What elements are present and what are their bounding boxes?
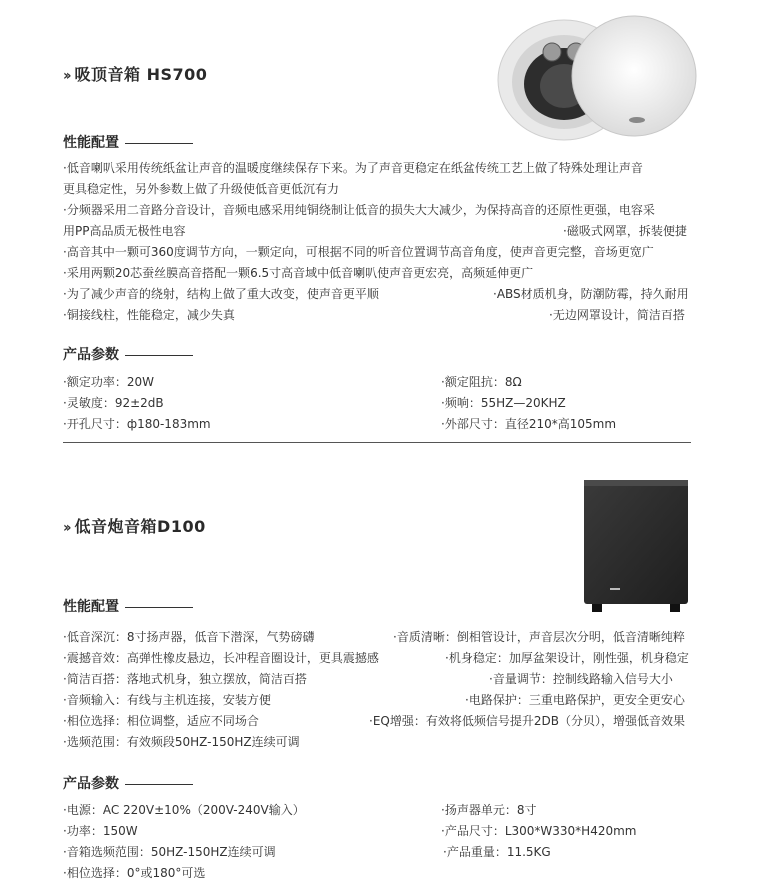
- feature-left: ·音频输入：有线与主机连接，安装方便: [63, 693, 271, 707]
- product2-params-heading: [63, 773, 193, 793]
- feature-line: ·高音其中一颗可360度调节方向，一颗定向，可根据不同的听音位置调节高音角度，使声音更完整，音场更宽广: [63, 245, 654, 259]
- param-row: [63, 372, 693, 393]
- param-left: ·电源：AC 220V±10%（200V-240V输入）: [63, 803, 305, 817]
- feature-line-text: 用PP高品质无极性电容: [63, 224, 186, 238]
- feature-pair-row: [63, 284, 689, 305]
- feature-left: ·低音深沉：8寸扬声器，低音下潜深，气势磅礴: [63, 630, 315, 644]
- product2-title: [63, 514, 206, 537]
- heading-rule: [125, 784, 193, 785]
- product2-title-text: 低音炮音箱D100: [74, 517, 206, 536]
- features-heading-text: 性能配置: [63, 135, 119, 151]
- section-divider: [63, 442, 691, 443]
- product1-features: [63, 158, 689, 326]
- feature-left: ·相位选择：相位调整，适应不同场合: [63, 714, 259, 728]
- param-right: ·额定阻抗：8Ω: [441, 375, 522, 389]
- feature-magnetic: ·磁吸式网罩，拆装便捷: [563, 224, 687, 238]
- param-left: ·开孔尺寸：ф180-183mm: [63, 417, 211, 431]
- product2-params: [63, 800, 693, 884]
- feature-line: ·采用两颗20芯蚕丝膜高音搭配一颗6.5寸高音域中低音喇叭使声音更宏亮，高频延伸更广: [63, 266, 534, 280]
- product1-features-heading: [63, 132, 193, 152]
- param-right: ·扬声器单元：8寸: [441, 803, 537, 817]
- product2-features: [63, 627, 689, 753]
- product1-params: [63, 372, 693, 435]
- chevron-right-icon: ››: [63, 520, 69, 536]
- feature-pair-row: [63, 669, 673, 690]
- params-heading-text: 产品参数: [63, 347, 119, 363]
- feature-right: ·无边网罩设计，简洁百搭: [549, 308, 685, 322]
- product1-title-text: 吸顶音箱 HS700: [74, 65, 208, 84]
- feature-pair-row: [63, 305, 685, 326]
- chevron-right-icon: ››: [63, 68, 69, 84]
- feature-pair-row: [63, 711, 685, 732]
- param-row: [63, 842, 693, 863]
- param-left: ·相位选择：0°或180°可选: [63, 866, 206, 880]
- feature-right: ·ABS材质机身，防潮防霉，持久耐用: [493, 287, 689, 301]
- feature-line: ·分频器采用二音路分音设计，音频电感采用纯铜绕制让低音的损失大大减少，为保持高音的还原性更强，电容采: [63, 203, 655, 217]
- feature-line: ·低音喇叭采用传统纸盆让声音的温暖度继续保存下来。为了声音更稳定在纸盆传统工艺上做了特殊处理让声音: [63, 161, 643, 175]
- param-row: [63, 414, 693, 435]
- heading-rule: [125, 355, 193, 356]
- feature-left: ·选频范围：有效频段50HZ-150HZ连续可调: [63, 735, 300, 749]
- param-row: [63, 393, 693, 414]
- ceiling-speaker-image: [494, 12, 700, 144]
- feature-left: ·简洁百搭：落地式机身，独立摆放，简洁百搭: [63, 672, 307, 686]
- feature-left: ·为了减少声音的绕射，结构上做了重大改变，使声音更平顺: [63, 287, 379, 301]
- feature-right: ·音质清晰：倒相管设计，声音层次分明，低音清晰纯粹: [393, 630, 685, 644]
- feature-pair-row: [63, 648, 689, 669]
- param-right: ·产品尺寸：L300*W330*H420mm: [441, 824, 637, 838]
- param-left: ·音箱选频范围：50HZ-150HZ连续可调: [63, 845, 276, 859]
- product1-params-heading: [63, 344, 193, 364]
- param-right: ·外部尺寸：直径210*高105mm: [441, 417, 617, 431]
- feature-pair-row: [63, 627, 685, 648]
- heading-rule: [125, 143, 193, 144]
- param-left: ·额定功率：20W: [63, 375, 154, 389]
- param-row: [63, 821, 693, 842]
- subwoofer-image: [578, 478, 694, 614]
- param-right: ·频响：55HZ—20KHZ: [441, 396, 566, 410]
- param-left: ·功率：150W: [63, 824, 138, 838]
- feature-right: ·EQ增强：有效将低频信号提升2DB（分贝），增强低音效果: [369, 714, 685, 728]
- product2-features-heading: [63, 596, 193, 616]
- param-row: [63, 863, 693, 884]
- feature-pair-row: [63, 690, 685, 711]
- product1-title: [63, 62, 207, 85]
- feature-right: ·机身稳定：加厚盆架设计，刚性强，机身稳定: [445, 651, 689, 665]
- feature-line: 更具稳定性，另外参数上做了升级使低音更低沉有力: [63, 182, 340, 196]
- param-right: ·产品重量：11.5KG: [443, 845, 551, 859]
- feature-pair-row: [63, 732, 379, 753]
- features-heading-text: 性能配置: [63, 599, 119, 615]
- params-heading-text: 产品参数: [63, 776, 119, 792]
- feature-left: ·铜接线柱，性能稳定，减少失真: [63, 308, 235, 322]
- feature-right: ·电路保护：三重电路保护，更安全更安心: [465, 693, 685, 707]
- feature-right: ·音量调节：控制线路输入信号大小: [489, 672, 673, 686]
- param-row: [63, 800, 693, 821]
- feature-line: [63, 221, 687, 242]
- feature-left: ·震撼音效：高弹性橡皮悬边，长冲程音圈设计，更具震撼感: [63, 651, 379, 665]
- param-left: ·灵敏度：92±2dB: [63, 396, 164, 410]
- heading-rule: [125, 607, 193, 608]
